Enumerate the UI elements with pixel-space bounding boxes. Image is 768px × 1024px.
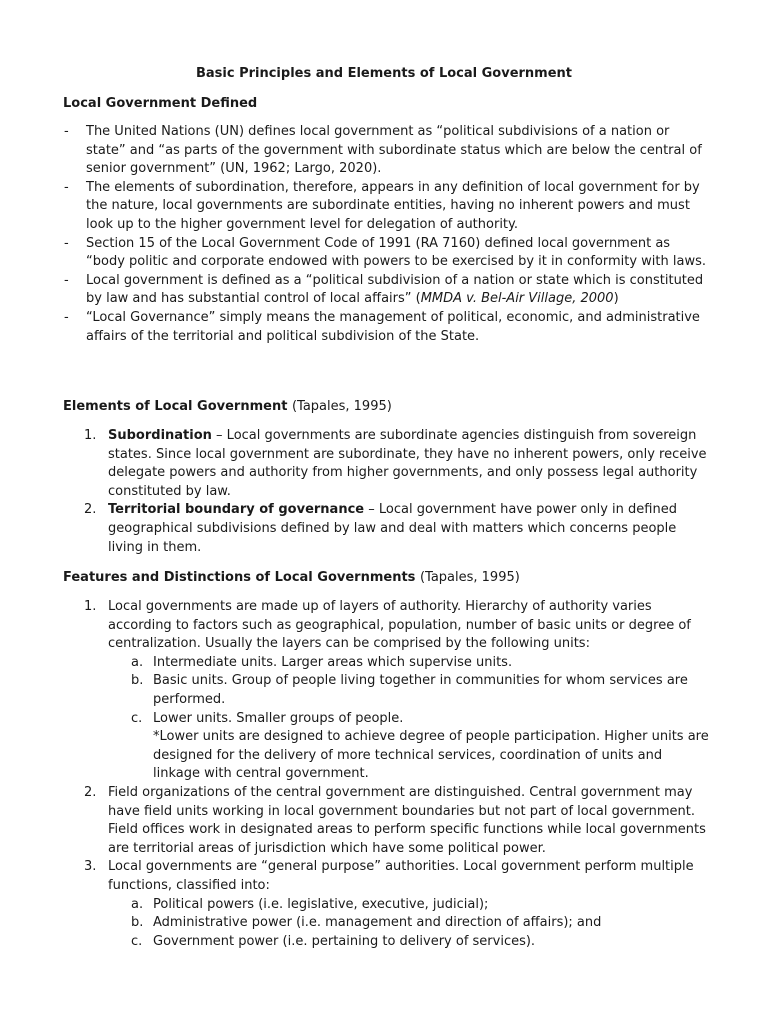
case-citation: MMDA v. Bel-Air Village, 2000 xyxy=(420,291,614,307)
item-text: – Local governments are subordinate agencies distinguish from sovereign states. Since local government are subordinate, they have no inherent powers, only receive delegate powers and authority from higher governments, and only possess legal authority constituted by law. xyxy=(108,428,707,499)
item-number: 2. xyxy=(84,502,97,518)
item-number: 1. xyxy=(84,599,97,614)
bullet-dash: - xyxy=(64,235,69,251)
item-number: 2. xyxy=(84,784,97,800)
sub-item-text: Basic units. Group of people living together in communities for whom services are performed. xyxy=(153,673,688,707)
list-item xyxy=(84,501,712,557)
list-item xyxy=(64,272,711,309)
sub-list-item xyxy=(131,654,712,673)
features-list xyxy=(84,598,712,951)
bullet-dash: - xyxy=(64,179,69,195)
heading-source: (Tapales, 1995) xyxy=(291,399,392,414)
bullet-dash: - xyxy=(64,272,69,288)
item-text: The elements of subordination, therefore, appears in any definition of local government for by the nature, local governments are subordinate entities, having no inherent powers and must look up to the higher government level for delegation of authority. xyxy=(86,179,700,232)
heading-local-government-defined: Local Government Defined xyxy=(63,96,258,111)
sub-item-text: Lower units. Smaller groups of people. xyxy=(153,710,404,726)
item-text: Local government is defined as a “political subdivision of a nation or state which is constituted by law and has substantial control of local affairs” ( xyxy=(86,272,704,307)
sub-item-text: Intermediate units. Larger areas which supervise units. xyxy=(153,654,513,670)
list-item xyxy=(84,784,712,858)
sub-item-letter: c. xyxy=(131,933,143,949)
sub-list-item xyxy=(131,710,712,729)
sub-item-text: Government power (i.e. pertaining to delivery of services). xyxy=(153,933,536,949)
bullet-dash: - xyxy=(64,124,69,139)
item-text: – Local government have power only in defined geographical subdivisions defined by law and deal with matters which concerns people living in them. xyxy=(108,502,677,555)
item-text: Local governments are “general purpose” authorities. Local government perform multiple functions, classified into: xyxy=(108,859,694,893)
sub-item-letter: c. xyxy=(131,710,143,726)
definitions-list xyxy=(64,123,711,346)
heading-text: Elements of Local Government xyxy=(63,399,288,414)
sub-list xyxy=(108,654,712,728)
list-item xyxy=(84,427,712,501)
item-text: “Local Governance” simply means the management of political, economic, and administrative affairs of the territorial and political subdivision of the State. xyxy=(86,309,700,344)
sub-item-letter: b. xyxy=(131,915,144,931)
heading-elements xyxy=(63,399,392,415)
heading-text: Features and Distinctions of Local Governments xyxy=(63,570,416,585)
item-text: Local governments are made up of layers of authority. Hierarchy of authority varies according to factors such as geographical, population, number of basic units or degree of centralization. Usually the layers can be comprised by the following units: xyxy=(108,599,691,652)
sub-item-text: Political powers (i.e. legislative, executive, judicial); xyxy=(153,896,489,912)
heading-source: (Tapales, 1995) xyxy=(419,570,520,585)
sub-list xyxy=(108,896,712,952)
item-number: 3. xyxy=(84,859,97,875)
list-item xyxy=(64,235,711,272)
item-number: 1. xyxy=(84,428,97,443)
list-item xyxy=(64,123,711,179)
sub-list-item xyxy=(131,896,712,915)
elements-list xyxy=(84,427,712,557)
bullet-dash: - xyxy=(64,309,69,325)
list-item xyxy=(84,858,712,951)
item-text-close: ) xyxy=(613,291,619,307)
sub-list-item xyxy=(131,914,712,933)
sub-list-item xyxy=(131,672,712,709)
sub-list-item xyxy=(131,933,712,952)
item-text: Section 15 of the Local Government Code of 1991 (RA 7160) defined local government as “body politic and corporate endowed with powers to be exercised by it in conformity with laws. xyxy=(86,235,706,270)
sub-item-letter: a. xyxy=(131,896,144,912)
sub-item-letter: b. xyxy=(131,673,144,689)
list-item xyxy=(64,179,711,235)
item-term: Subordination xyxy=(108,428,212,443)
item-text: The United Nations (UN) defines local government as “political subdivisions of a nation or state” and “as parts of the government with subordinate status which are below the central of senior government” (UN, 1962; Largo, 2020). xyxy=(86,124,702,177)
item-text: Field organizations of the central government are distinguished. Central government may have field units working in local government boundaries but not part of local government. Field offices work in designated areas to perform specific functions while local governments are territorial areas of jurisdiction which have some political power. xyxy=(108,784,706,856)
sub-item-text: Administrative power (i.e. management and direction of affairs); and xyxy=(153,915,602,931)
heading-features xyxy=(63,570,520,586)
document-title: Basic Principles and Elements of Local Government xyxy=(195,66,573,81)
sub-item-letter: a. xyxy=(131,654,144,670)
list-item xyxy=(64,309,711,346)
item-term: Territorial boundary of governance xyxy=(108,502,365,518)
item-note: *Lower units are designed to achieve degree of people participation. Higher units are designed for the delivery of more technical services, coordination of units and linkage with central government. xyxy=(153,729,709,782)
list-item xyxy=(84,598,712,784)
